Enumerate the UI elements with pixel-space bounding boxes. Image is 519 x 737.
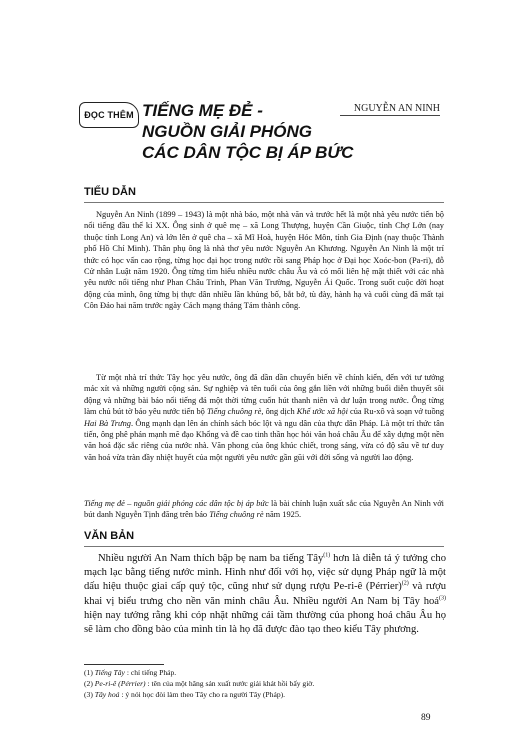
footnote-ref: (3) [439,595,446,602]
text-span: Nhiều người An Nam thích bập bẹ nam ba tiếng Tây [98,553,324,564]
footnote [84,668,444,678]
footnote [84,679,444,689]
footnote-term: Pe-ri-ê (Pérrier) [94,679,146,688]
text-heading: VĂN BẢN [84,530,135,542]
author-name: NGUYỄN AN NINH [340,103,440,116]
footnote-def: : tên của một hãng sản xuất nước giải khát hồi bấy giờ. [145,679,315,688]
page-number: 89 [421,713,431,723]
title-line: CÁC DÂN TỘC BỊ ÁP BỨC [142,143,354,162]
text-span: Từ một nhà trí thức Tây học yêu nước, ông đã dần dần chuyển biến về chính kiến, đến với tư tưởng mác xít và những người cộng sản. Sự nghiệp và tên tuổi của ông gắn liền với những buổi diễn thuyết sôi động và những bài báo nổi tiếng đả một thời từng cuốn hút thanh niên và dư luận trong nước. Ông từng làm chủ bút tờ báo yêu nước tiến bộ [84,373,444,417]
italic-span: Hai Bà Trưng [84,418,131,428]
footnote-number: (2) [84,679,95,688]
intro-paragraph [84,498,444,521]
footnote [84,690,444,700]
italic-span: Tiếng chuông rè [209,510,264,520]
main-paragraph [84,552,446,637]
text-span: và rượu khai vị biểu trưng cho nền văn minh châu Âu. Nhiều người An Nam bị Tây hoá [84,581,446,607]
footnote-divider [84,664,164,665]
intro-heading: TIỂU DẪN [84,186,136,198]
text-span: là bài chính luận xuất sắc của Nguyễn An Ninh với bút danh Nguyễn Tịnh đăng trên báo [84,499,444,520]
italic-span: Tiếng chuông rè [206,407,262,417]
text-span: . Ông mạnh dạn lên án chính sách bóc lột và ngu dân của thực dân Pháp. Là một trí thức tân tiến, ông phê phán mạnh mẽ đạo Khổng và đề cao tinh thần học hỏi văn hoá châu Âu để xây dựng một nền văn hoá đặc sắc riêng của nước nhà. Văn phong của ông khúc chiết, trong sáng, vừa có độ sâu về tư duy văn hoá vừa tràn đầy nhiệt huyết của một người yêu nước gần gũi với đời sống và người lao động. [84,418,445,462]
footnote-number: (1) [84,668,95,677]
italic-span: Tiếng mẹ đẻ – nguồn giải phóng các dân tộc bị áp bức [84,499,269,508]
text-span: , ông dịch [261,407,297,417]
title-line: TIẾNG MẸ ĐẺ - [142,101,263,120]
footnote-ref: (1) [323,552,331,559]
footnote-def: : ý nói học đòi làm theo Tây cho ra người Tây (Pháp). [119,690,286,699]
article-title [142,100,353,163]
text-span: năm 1925. [263,510,302,520]
section-divider [84,202,444,203]
footnote-number: (3) [84,690,95,699]
italic-span: Khế ước xã hội [296,407,348,417]
doc-them-badge: ĐỌC THÊM [79,102,139,128]
intro-paragraph [84,372,444,463]
intro-paragraph: Nguyễn An Ninh (1899 – 1943) là một nhà báo, một nhà văn và trước hết là một nhà yêu nước tiến bộ nổi tiếng đầu thế kỉ XX. Ông sinh ở quê mẹ – xã Long Thượng, huyện Cần Giuộc, tỉnh Chợ Lớn (nay thuộc tỉnh Long An) và lớn lên ở quê cha – xã Mĩ Hoà, huyện Hóc Môn, tỉnh Gia Định (nay thuộc Thành phố Hồ Chí Minh). Thân phụ ông là nhà thơ yêu nước Nguyễn An Khương. Nguyễn An Ninh là một trí thức có học vấn cao rộng, từng học đại học trong nước rồi sang Pháp học ở Đại học Xoóc-bon (Pa-ri), đỗ Cử nhân Luật năm 1920. Ông từng tìm hiểu nhiều nước châu Âu và có mối liên hệ mật thiết với các nhà yêu nước nổi tiếng như Phan Châu Trinh, Phan Văn Trường, Nguyễn Ái Quốc. Trong suốt cuộc đời hoạt động của mình, ông từng bị thực dân nhiều lần khủng bố, bắt bớ, tù đày, hành hạ và cuối cùng đã mất tại Côn Đảo hai năm trước ngày Cách mạng tháng Tám thành công. [84,210,444,311]
text-span: hiện nay tưởng rằng khi cóp nhặt những cái tầm thường của phong hoá châu Âu họ sẽ làm cho đồng bào của mình tin là họ đã được đào tạo theo kiểu Tây phương. [84,609,446,636]
section-divider [84,546,444,547]
title-line: NGUỒN GIẢI PHÓNG [142,122,313,141]
footnote-def: : chỉ tiếng Pháp. [124,668,177,677]
text-span: hơn là diễn tả ý tưởng cho mạch lạc bằng tiếng nước mình. Hình như đối với họ, việc sử dụng Pháp ngữ là một dấu hiệu thuộc giai cấp quý tộc, cũng như sử dụng rượu Pe-ri-ê (Pérrier) [84,553,446,593]
footnote-ref: (2) [401,580,409,587]
text-span: của Ru-xô và soạn vở tuồng [347,407,445,417]
footnote-term: Tiếng Tây [94,668,125,677]
footnote-term: Tây hoá [94,690,120,699]
